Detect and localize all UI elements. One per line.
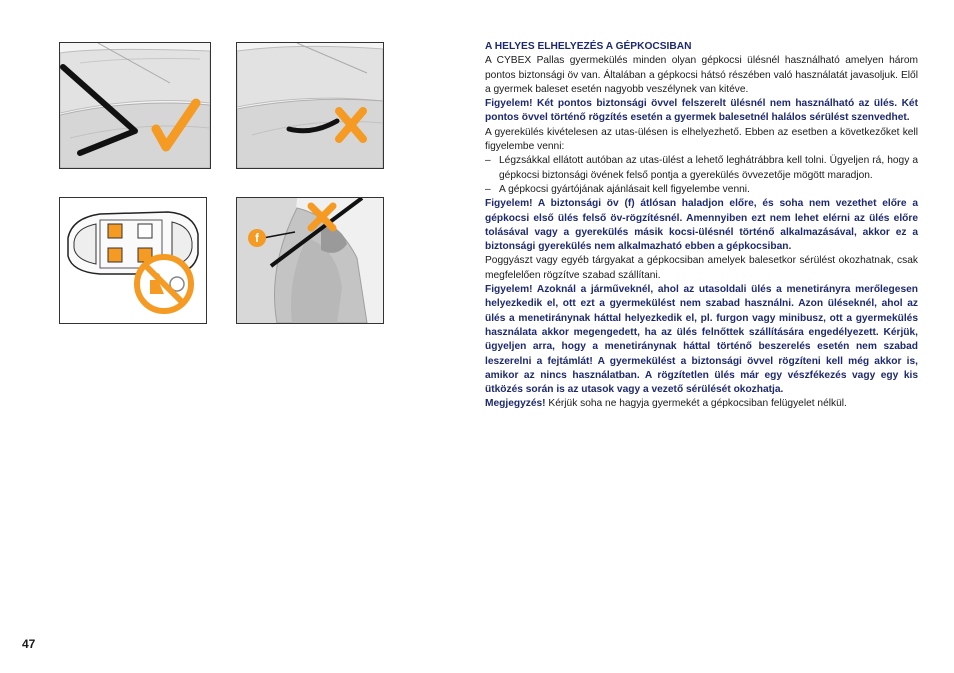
warning-belt-guide: Figyelem! A biztonsági öv (f) átlósan haladjon előre, és soha nem vezethet előre a gépkocsi első ülés felső öv-rögzítésnél. Amennyiben ezt nem lehet elérni az ülés előre tolásával vagy a gyerekülés másik kocsi-ülésnél történő alkalmazásával, akkor ez a biztonsági gyerekülés nem alkalmazható ebben a gépkocsiban. <box>485 198 918 253</box>
seat-rear-left <box>108 224 122 238</box>
figure-belt-guide <box>236 197 384 324</box>
paragraph-front-seat: A gyerekülés kivételesen az utas-ülésen is elhelyezhető. Ebben az esetben a következőket kell figyelembe venni: <box>485 126 918 153</box>
figure-car-top-view <box>59 197 207 324</box>
no-airbag-icon <box>137 257 191 311</box>
warning-seat-orientation: Figyelem! Azoknál a járműveknél, ahol az utasoldali ülés a menetirányra merőlegesen helyezkedik el, ott ezt a gyermekülést nem szabad használni. Azon üléseknél, ahol az ülés a menetiránynak háttal helyezkedik el, pl. furgon vagy minibusz, ott a gyermekülés használata akkor megengedett, ha az ülés felnőttek szállítására engedélyezett. Kérjük, ügyeljen arra, hogy a menetiránynak háttal történő beszerelés esetén nem szabad leszerelni a fejtámlát! A gyermekülést a biztonsági övvel rögzíteni kell még akkor is, amikor az nincs használatban. A rögzítetlen ülés már egy vészfékezés vagy egy kis ütközés során is az utasok vagy a vezető sérülését okozhatja. <box>485 284 918 396</box>
figure-two-point-belt <box>236 42 384 169</box>
paragraph-intro: A CYBEX Pallas gyermekülés minden olyan gépkocsi ülésnél használható amelyen három pontos biztonsági öv van. Általában a gépkocsi hátsó részében való használatát javasoljuk. Elől a gyermek baleset esetén nagyobb veszélynek van kitéve. <box>485 55 918 95</box>
front-seat-list <box>485 154 918 197</box>
list-item: – A gépkocsi gyártójának ajánlásait kell figyelembe venni. <box>485 183 918 197</box>
seat-rear-right <box>108 248 122 262</box>
warning-two-point-belt: Figyelem! Két pontos biztonsági övvel felszerelt ülésnél nem használható az ülés. Két pontos övvel történő rögzítés esetén a gyermek balesetnél halálos sérülést szenvedhet. <box>485 98 918 124</box>
note-text: Kérjük soha ne hagyja gyermekét a gépkocsiban felügyelet nélkül. <box>545 398 847 410</box>
note-label: Megjegyzés! <box>485 398 546 410</box>
car-top-view-illustration <box>60 198 206 323</box>
note <box>485 397 918 411</box>
two-point-belt-illustration <box>237 43 383 168</box>
three-point-belt-illustration <box>60 43 210 168</box>
paragraph-luggage: Poggyászt vagy egyéb tárgyakat a gépkocsiban amelyek balesetkor sérülést okozhatnak, csak megfelelően rögzítve szabad szállítani. <box>485 255 918 281</box>
svg-text:f: f <box>255 231 259 245</box>
instructions-text <box>485 40 918 412</box>
belt-label-f <box>248 229 266 247</box>
list-item: – Légzsákkal ellátott autóban az utas-ülést a lehető leghátrábbra kell tolni. Ügyeljen rá, hogy a gépkocsi biztonsági övének felső pontja a gyerekülés övvezetője mögött maradjon. <box>485 154 918 183</box>
seat-front-left <box>138 224 152 238</box>
section-heading: A HELYES ELHELYEZÉS A GÉPKOCSIBAN <box>485 41 692 52</box>
belt-guide-illustration <box>237 198 383 323</box>
figure-three-point-belt <box>59 42 211 169</box>
page-number: 47 <box>22 637 36 651</box>
